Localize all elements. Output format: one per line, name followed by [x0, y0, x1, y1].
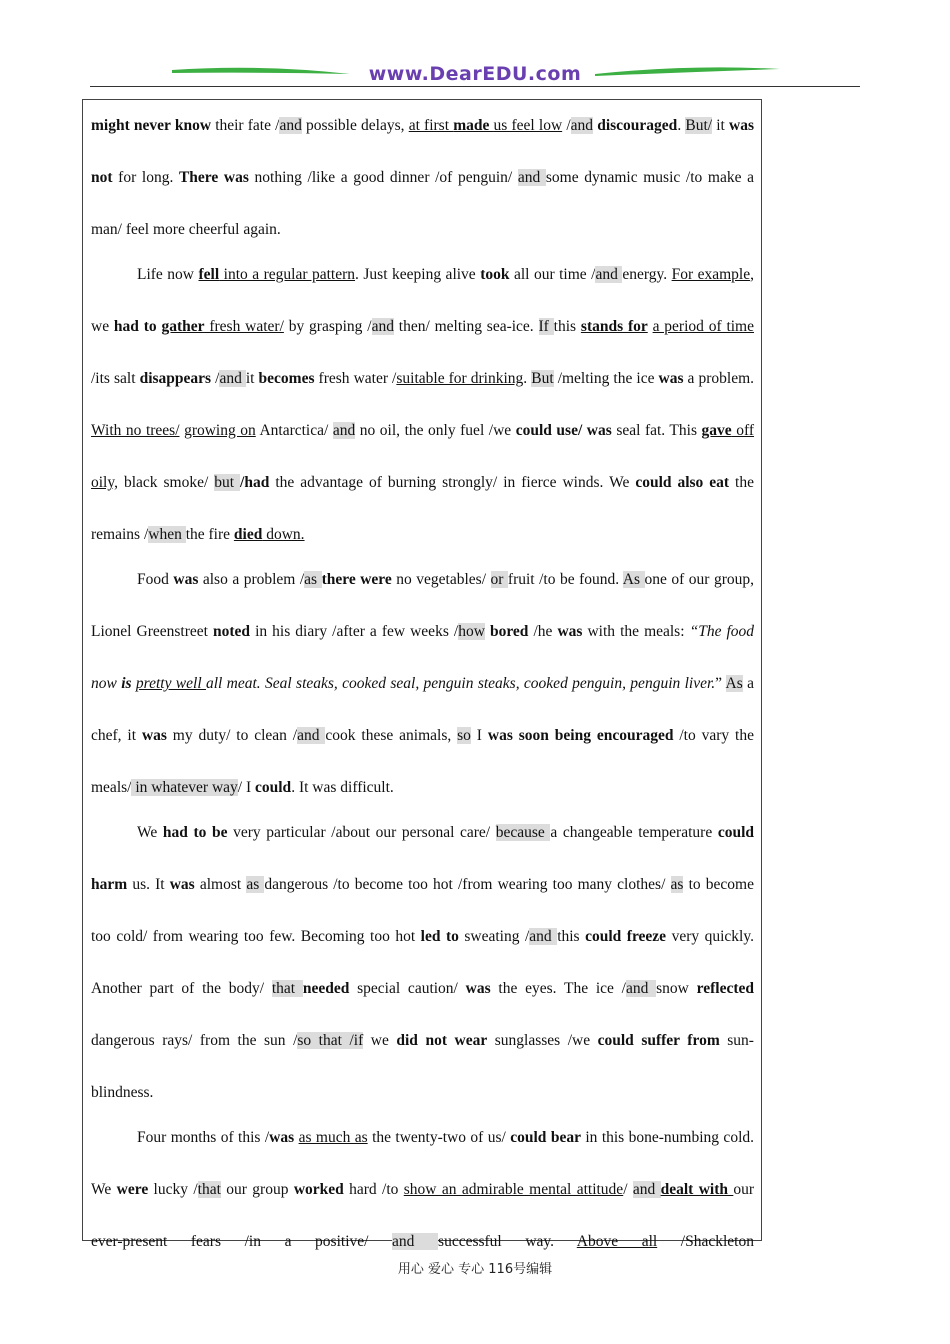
highlighted-word: or [490, 571, 508, 588]
text-run: fresh water / [314, 370, 397, 387]
text-run: the eyes. The ice / [490, 980, 626, 997]
text-frame [82, 99, 762, 1250]
text-run: led to [420, 928, 459, 945]
text-run: was [173, 571, 199, 588]
paragraph-p4 [91, 807, 754, 1119]
text-run: some dynamic music /to make a man/ feel more cheerful again. [91, 169, 754, 238]
text-run: black smoke/ [117, 474, 215, 491]
paragraph-p3 [91, 554, 754, 814]
text-run: growing on [184, 422, 256, 439]
text-run: the twenty-two of us/ [367, 1129, 511, 1146]
text-run: could freeze [585, 928, 667, 945]
highlighted-word: and [595, 266, 623, 283]
text-run: Above all [576, 1233, 658, 1250]
text-run: no vegetables/ [391, 571, 491, 588]
text-run: a period of time [652, 318, 754, 335]
text-run: suitable for drinking [396, 370, 524, 387]
text-run: the advantage of burning strongly/ in fierce winds. We [269, 474, 636, 491]
text-run: took [480, 266, 510, 283]
highlighted-word: that [271, 980, 303, 997]
text-run: needed [302, 980, 350, 997]
text-run: fruit /to be found. [507, 571, 623, 588]
text-run: /melting the ice [553, 370, 659, 387]
page-header [90, 60, 860, 90]
highlighted-word: But [531, 370, 554, 387]
text-run: discouraged [597, 117, 678, 134]
text-run: . [677, 117, 686, 134]
text-run: / [211, 370, 220, 387]
text-run: fell [198, 266, 220, 283]
text-run: with the meals: [582, 623, 690, 640]
paragraph-p1 [91, 100, 754, 256]
text-run: at first [408, 117, 454, 134]
text-run: Antarctica/ [255, 422, 333, 439]
highlighted-word: and [625, 980, 657, 997]
highlighted-word: but [214, 474, 241, 491]
text-run: Life now [137, 266, 199, 283]
text-run: in this bone-numbing cold. We [91, 1129, 754, 1198]
text-run: . It was difficult. [291, 779, 394, 796]
text-run: dangerous rays/ from the sun / [91, 1032, 298, 1049]
text-run: the remains / [91, 474, 754, 543]
paragraph-p2 [91, 249, 754, 561]
highlighted-word: how [458, 623, 485, 640]
text-run: their fate / [211, 117, 280, 134]
text-run: was [658, 370, 684, 387]
highlighted-word: But/ [685, 117, 713, 134]
text-run: all meat. Seal steaks, cooked seal, penguin steaks, cooked penguin, penguin liver. [205, 675, 716, 692]
text-run: could [255, 779, 292, 796]
text-run: /to vary the meals/ [91, 727, 754, 796]
header-rule [90, 86, 860, 87]
highlighted-word: as [670, 876, 684, 893]
text-run: / [623, 1181, 633, 1198]
highlighted-word: and [219, 370, 246, 387]
text-run: show an admirable mental attitude [403, 1181, 624, 1198]
text-run: did not wear [396, 1032, 488, 1049]
text-run: also a problem / [198, 571, 305, 588]
paragraph-p5 [91, 1112, 754, 1268]
text-run: stands for [580, 318, 648, 335]
text-run: was [465, 980, 491, 997]
text-run: was [269, 1129, 295, 1146]
text-run: could bear [510, 1129, 581, 1146]
text-run: into a regular pattern [219, 266, 356, 283]
text-run: made [453, 117, 494, 134]
text-run: becomes [258, 370, 315, 387]
highlighted-word: in whatever way [131, 779, 238, 796]
highlighted-word: and [371, 318, 394, 335]
text-run: was [141, 727, 167, 744]
text-run: could use/ was [515, 422, 612, 439]
highlighted-word: as [304, 571, 322, 588]
text-run: us. It [127, 876, 170, 893]
text-run: is [121, 675, 132, 692]
text-run: disappears [139, 370, 212, 387]
text-run: very particular /about our personal care/ [227, 824, 496, 841]
highlighted-word: As [622, 571, 645, 588]
text-run: sunglasses /we [487, 1032, 598, 1049]
text-run: very quickly. Another part of the body/ [91, 928, 754, 997]
text-run: no oil, the only fuel /we [355, 422, 516, 439]
document-body [91, 100, 754, 1268]
text-run: possible delays, [301, 117, 409, 134]
text-run: /its salt [91, 370, 140, 387]
text-run: dealt with [660, 1181, 734, 1198]
text-run: snow [656, 980, 697, 997]
text-run: successful way. [438, 1233, 577, 1250]
text-run: was soon being encouraged [487, 727, 674, 744]
text-run: bored [489, 623, 529, 640]
text-run: gave [701, 422, 732, 439]
highlighted-word: and [517, 169, 546, 186]
text-run: . [523, 370, 532, 387]
text-run: Food [137, 571, 174, 588]
text-run: could also eat [635, 474, 730, 491]
text-run: We [137, 824, 163, 841]
text-run: could harm [91, 824, 754, 893]
text-run: the fire [185, 526, 234, 543]
text-run: For example [671, 266, 751, 283]
text-run: a chef, it [91, 675, 754, 744]
text-run: by grasping / [283, 318, 372, 335]
highlighted-word: and [297, 727, 326, 744]
page-footer: 用心 爱心 专心 116号编辑 [397, 1262, 553, 1277]
text-run: /he [528, 623, 558, 640]
text-run: I [470, 727, 488, 744]
highlighted-word: and [332, 422, 356, 439]
text-run: Four months of this / [137, 1129, 270, 1146]
text-run: there were [321, 571, 392, 588]
text-run: my duty/ to clean / [166, 727, 298, 744]
text-run: had to be [162, 824, 228, 841]
text-run: could suffer from [597, 1032, 720, 1049]
text-run: . Just keeping alive [355, 266, 481, 283]
highlighted-word: and [529, 928, 558, 945]
text-run: this [553, 318, 581, 335]
text-run: it [245, 370, 259, 387]
text-run: /Shackleton [657, 1233, 754, 1250]
text-run: reflected [696, 980, 755, 997]
site-url: www.DearEDU.com [368, 63, 582, 85]
text-run: nothing /like a good dinner /of penguin/ [248, 169, 518, 186]
highlighted-word: and [570, 117, 594, 134]
text-run: noted [212, 623, 251, 640]
highlighted-word: If [538, 318, 554, 335]
text-run: / I [237, 779, 255, 796]
text-run: as much as [298, 1129, 368, 1146]
highlighted-word: and [392, 1233, 439, 1250]
text-run: all our time / [509, 266, 596, 283]
text-run: energy. [622, 266, 672, 283]
text-run: this [557, 928, 586, 945]
text-run: was [169, 876, 195, 893]
text-run: cook these animals, [325, 727, 458, 744]
text-run: were [116, 1181, 149, 1198]
text-run: to become too cold/ from wearing too few. Becoming too hot [91, 876, 754, 945]
text-run: a problem. [683, 370, 755, 387]
text-run: off oily, [91, 422, 755, 491]
text-run: it [712, 117, 730, 134]
text-run: /had [240, 474, 270, 491]
text-run: then/ melting sea-ice. [393, 318, 539, 335]
text-run: gather [161, 318, 205, 335]
text-run: our group [220, 1181, 294, 1198]
text-run: was [557, 623, 583, 640]
text-run: our ever-present fears /in a positive/ [91, 1181, 755, 1250]
highlighted-word: so [457, 727, 471, 744]
text-run: There was [178, 169, 249, 186]
text-run: we [363, 1032, 397, 1049]
text-run: was not [91, 117, 755, 186]
text-run: fresh water/ [204, 318, 284, 335]
text-run: “The food now [91, 623, 755, 692]
text-run: lucky / [148, 1181, 198, 1198]
text-run: had to [113, 318, 162, 335]
highlighted-word: and [279, 117, 302, 134]
text-run: us feel low [493, 117, 563, 134]
text-run: one of our group, Lionel Greenstreet [91, 571, 754, 640]
text-run: dangerous /to become too hot /from wearing too many clothes/ [264, 876, 671, 893]
text-run: hard /to [343, 1181, 404, 1198]
text-run: down. [262, 526, 305, 543]
text-run: seal fat. This [611, 422, 702, 439]
text-run: pretty well [135, 675, 206, 692]
text-run: almost [194, 876, 247, 893]
text-run: , we [91, 266, 754, 335]
text-run: sweating / [458, 928, 530, 945]
text-run: in his diary /after a few weeks / [250, 623, 459, 640]
text-run: might never know [91, 117, 212, 134]
highlighted-word: and [632, 1181, 661, 1198]
highlighted-word: because [495, 824, 551, 841]
highlighted-word: as [246, 876, 265, 893]
text-run: ” [715, 675, 726, 692]
highlighted-word: As [725, 675, 743, 692]
text-run: / [562, 117, 571, 134]
text-run: worked [293, 1181, 344, 1198]
highlighted-word: when [148, 526, 186, 543]
text-run: for long. [112, 169, 179, 186]
text-run: With no trees/ [91, 422, 180, 439]
highlighted-word: that [197, 1181, 221, 1198]
text-run: died [233, 526, 263, 543]
text-run: special caution/ [349, 980, 466, 997]
text-run: sun-blindness. [91, 1032, 754, 1101]
highlighted-word: so that /if [297, 1032, 364, 1049]
text-run: a changeable temperature [550, 824, 718, 841]
